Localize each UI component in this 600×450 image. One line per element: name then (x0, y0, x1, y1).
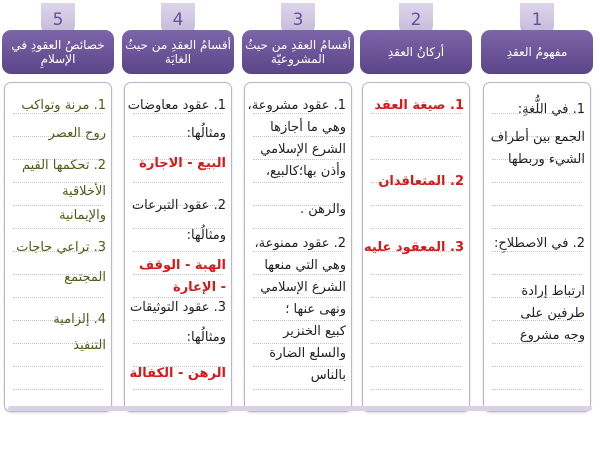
content-line: 2. المتعاقدان (378, 174, 464, 189)
dotted-rule (253, 389, 343, 390)
content-line: 1. عقود معاوضات (127, 98, 226, 113)
dotted-rule (133, 251, 223, 252)
content-line: الشرع الإسلامي (260, 142, 346, 157)
dotted-rule (492, 366, 582, 367)
dotted-rule (133, 389, 223, 390)
column-header: أقسامُ العقدِ من حيثُ المشروعيّة (242, 30, 354, 74)
column-number-badge: 4 (161, 3, 195, 37)
dotted-rule (371, 205, 461, 206)
content-line: وهي التي منعها (264, 258, 346, 273)
content-line: طرفين على (520, 306, 585, 321)
dotted-rule (13, 366, 103, 367)
content-line: 1. في اللُّغةِ: (517, 102, 585, 117)
content-line: كبيع الخنزير (283, 324, 346, 339)
dotted-rule (371, 389, 461, 390)
bottom-bar (8, 406, 592, 411)
column-header: مفهومُ العقدِ (481, 30, 593, 74)
content-line: الأخلاقية (62, 184, 106, 199)
content-line: 1. عقود مشروعة، (247, 98, 346, 113)
dotted-rule (371, 228, 461, 229)
column-number-badge: 1 (520, 3, 554, 37)
dotted-rule (253, 182, 343, 183)
dotted-rule (371, 274, 461, 275)
dotted-rule (253, 228, 343, 229)
dotted-rule (133, 182, 223, 183)
dotted-rule (371, 159, 461, 160)
dotted-rule (492, 274, 582, 275)
dotted-rule (492, 228, 582, 229)
column-header: أركانُ العقدِ (360, 30, 472, 74)
content-line: 1. صيغة العقد (374, 98, 464, 113)
column-number-badge: 2 (399, 3, 433, 37)
content-line: 2. تحكمها القيم (21, 158, 106, 173)
column-number-badge: 3 (281, 3, 315, 37)
content-line: 3. المعقود عليه (364, 240, 464, 255)
content-line: الشرع الإسلامي (260, 280, 346, 295)
column-number-badge: 5 (41, 3, 75, 37)
content-line: روح العصر (48, 126, 106, 141)
content-line: البيع - الاجارة (139, 156, 226, 171)
content-line: 2. في الاصطلاحِ: (494, 236, 585, 251)
content-line: 3. تراعي حاجات (16, 240, 106, 255)
content-line: ومثالُها: (186, 330, 226, 345)
content-line: الهبة - الوقف (138, 258, 226, 273)
content-line: والإيمانية (59, 208, 106, 223)
content-line: 3. عقود التوثيقات (129, 300, 226, 315)
content-line: 4. إلزامية (53, 312, 106, 327)
content-line: الجمع بين أطراف (490, 130, 585, 145)
content-line: ارتباط إرادة (521, 284, 585, 299)
column-header: خصائصُ العقودِ في الإسلامِ (2, 30, 114, 74)
content-line: المجتمع (64, 270, 106, 285)
column-header: أقسامُ العقدِ من حيثُ الغايَة (122, 30, 234, 74)
dotted-rule (371, 136, 461, 137)
dotted-rule (492, 389, 582, 390)
dotted-rule (371, 366, 461, 367)
content-line: الشيء وربطها (507, 152, 585, 167)
content-line: وهي ما أجازها (270, 120, 346, 135)
content-line: والسلع الضارة (269, 346, 346, 361)
content-line: 2. عقود ممنوعة، (254, 236, 346, 251)
content-line: 2. عقود التبرعات (131, 198, 226, 213)
content-line: وأذن بها؛كالبيع، (265, 164, 346, 179)
dotted-rule (492, 205, 582, 206)
content-line: ومثالُها: (186, 228, 226, 243)
content-line: بالناس (310, 368, 346, 383)
content-line: وجه مشروع (519, 328, 585, 343)
dotted-rule (13, 228, 103, 229)
content-line: الرهن - الكفالة (129, 366, 226, 381)
content-line: ونهى عنها ؛ (285, 302, 346, 317)
dotted-rule (253, 320, 343, 321)
content-line: 1. مرنة وتواكب (21, 98, 106, 113)
dotted-rule (133, 320, 223, 321)
content-line: - الإعارة (173, 280, 226, 295)
dotted-rule (371, 297, 461, 298)
content-line: والرهن . (299, 202, 346, 217)
dotted-rule (13, 297, 103, 298)
dotted-rule (371, 343, 461, 344)
dotted-rule (13, 389, 103, 390)
content-line: ومثالُها: (186, 126, 226, 141)
dotted-rule (371, 320, 461, 321)
content-line: التنفيذ (73, 338, 106, 353)
dotted-rule (492, 182, 582, 183)
